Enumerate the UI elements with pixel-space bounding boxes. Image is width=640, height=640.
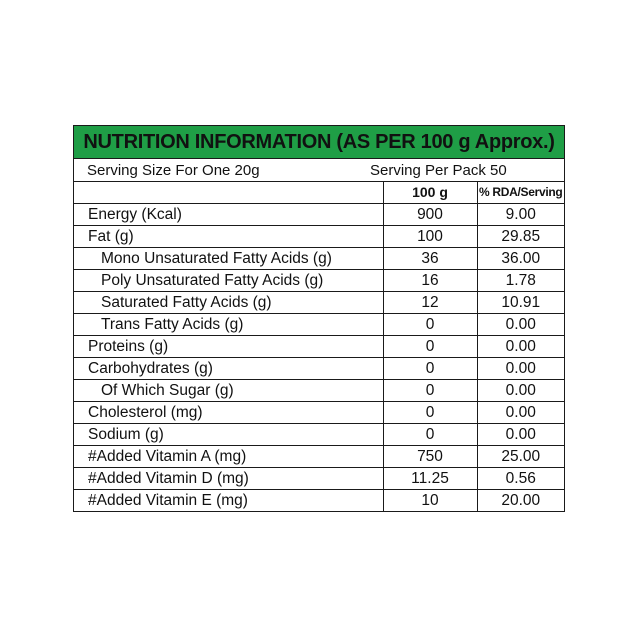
nutrient-name-cell: Fat (g) <box>74 226 383 248</box>
table-row <box>74 248 564 270</box>
table-row <box>74 380 564 402</box>
per-100g-cell: 11.25 <box>383 468 477 490</box>
table-header-row <box>74 182 564 204</box>
per-100g-cell: 10 <box>383 490 477 512</box>
rda-cell: 36.00 <box>477 248 564 270</box>
serving-per-pack-text: Serving Per Pack 50 <box>370 161 507 179</box>
nutrient-name-cell: #Added Vitamin D (mg) <box>74 468 383 490</box>
header-nutrient-cell <box>74 182 383 204</box>
serving-info-row <box>74 159 564 182</box>
rda-cell: 0.00 <box>477 314 564 336</box>
table-row <box>74 336 564 358</box>
nutrient-name-cell: Mono Unsaturated Fatty Acids (g) <box>74 248 383 270</box>
nutrient-name-cell: Trans Fatty Acids (g) <box>74 314 383 336</box>
nutrition-panel <box>73 125 565 512</box>
header-rda-cell: % RDA/Serving <box>477 182 564 204</box>
nutrient-name-cell: Sodium (g) <box>74 424 383 446</box>
per-100g-cell: 750 <box>383 446 477 468</box>
per-100g-cell: 12 <box>383 292 477 314</box>
serving-size-text: Serving Size For One 20g <box>87 161 260 179</box>
nutrition-table <box>74 182 564 511</box>
nutrient-name-cell: Saturated Fatty Acids (g) <box>74 292 383 314</box>
table-row <box>74 204 564 226</box>
rda-cell: 25.00 <box>477 446 564 468</box>
nutrient-name-cell: #Added Vitamin A (mg) <box>74 446 383 468</box>
nutrition-title: NUTRITION INFORMATION (AS PER 100 g Approx.) <box>74 126 564 159</box>
header-per-100g-cell: 100 g <box>383 182 477 204</box>
table-row <box>74 270 564 292</box>
rda-cell: 0.00 <box>477 336 564 358</box>
per-100g-cell: 900 <box>383 204 477 226</box>
rda-cell: 0.00 <box>477 380 564 402</box>
rda-cell: 9.00 <box>477 204 564 226</box>
per-100g-cell: 16 <box>383 270 477 292</box>
table-row <box>74 468 564 490</box>
table-row <box>74 446 564 468</box>
table-row <box>74 226 564 248</box>
nutrient-name-cell: Carbohydrates (g) <box>74 358 383 380</box>
per-100g-cell: 0 <box>383 402 477 424</box>
table-row <box>74 402 564 424</box>
table-row <box>74 424 564 446</box>
per-100g-cell: 100 <box>383 226 477 248</box>
rda-cell: 20.00 <box>501 492 541 509</box>
nutrient-name-cell: Of Which Sugar (g) <box>74 380 383 402</box>
per-100g-cell: 0 <box>383 336 477 358</box>
table-row <box>74 314 564 336</box>
rda-cell: 0.00 <box>477 358 564 380</box>
nutrient-name-cell: Proteins (g) <box>74 336 383 358</box>
rda-cell: 0.00 <box>477 402 564 424</box>
rda-cell: 0.00 <box>477 424 564 446</box>
per-100g-cell: 0 <box>383 358 477 380</box>
table-row <box>74 358 564 380</box>
table-row <box>74 490 564 512</box>
per-100g-cell: 0 <box>383 424 477 446</box>
rda-cell: 10.91 <box>477 292 564 314</box>
rda-cell: 29.85 <box>477 226 564 248</box>
per-100g-cell: 0 <box>383 380 477 402</box>
per-100g-cell: 36 <box>383 248 477 270</box>
nutrient-name-cell: Energy (Kcal) <box>74 204 383 226</box>
rda-cell: 1.78 <box>477 270 564 292</box>
table-row <box>74 292 564 314</box>
nutrient-name-cell: Cholesterol (mg) <box>74 402 383 424</box>
per-100g-cell: 0 <box>383 314 477 336</box>
rda-cell: 0.56 <box>477 468 564 490</box>
nutrient-name-cell: #Added Vitamin E (mg) <box>74 490 383 512</box>
nutrient-name-cell: Poly Unsaturated Fatty Acids (g) <box>74 270 383 292</box>
